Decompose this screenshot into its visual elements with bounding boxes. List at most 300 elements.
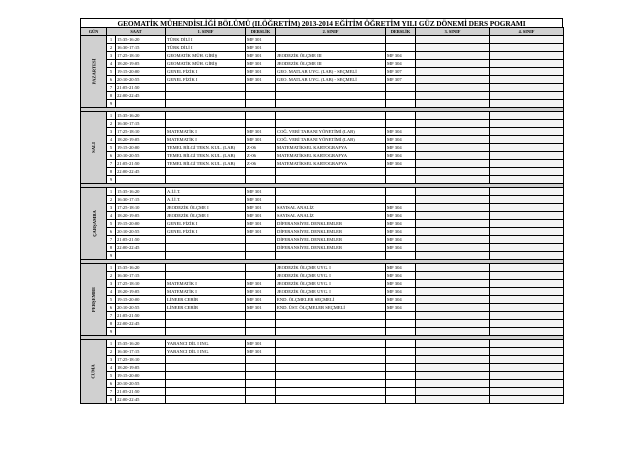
period-number: 1 [107, 112, 116, 120]
period-time: 17:25-18:10 [116, 356, 166, 364]
class-1-room: MF 301 [246, 220, 276, 228]
class-1-course: MATEMATİK I [166, 280, 246, 288]
period-number: 2 [107, 196, 116, 204]
class-2-course [276, 348, 386, 356]
class-2-course [276, 312, 386, 320]
table-row [81, 228, 564, 236]
table-row [81, 328, 564, 336]
class-1-room [246, 356, 276, 364]
period-time: 20:10-20:55 [116, 76, 166, 84]
table-row [81, 380, 564, 388]
period-number: 3 [107, 52, 116, 60]
class-2-course: DİFERANSİYEL DENKLEMLER [276, 244, 386, 252]
period-time: 20:10-20:55 [116, 152, 166, 160]
period-time: 18:20-19:05 [116, 136, 166, 144]
class-1-course [166, 168, 246, 176]
class-1-room: MF 301 [246, 52, 276, 60]
class-4-course [490, 36, 564, 44]
period-number: 6 [107, 304, 116, 312]
class-2-room [386, 312, 416, 320]
class-2-room [386, 340, 416, 348]
class-4-course [490, 340, 564, 348]
class-1-room [246, 176, 276, 184]
table-row [81, 100, 564, 108]
period-time: 19:15-20:00 [116, 372, 166, 380]
period-time: 15:35-16:20 [116, 36, 166, 44]
class-1-course [166, 244, 246, 252]
class-1-course [166, 252, 246, 260]
class-2-room [386, 44, 416, 52]
class-4-course [490, 348, 564, 356]
class-2-room [386, 380, 416, 388]
class-4-course [490, 168, 564, 176]
class-4-course [490, 264, 564, 272]
day-label-cell [81, 264, 107, 336]
class-2-room: MF 304 [386, 272, 416, 280]
table-row [81, 356, 564, 364]
class-3-course [416, 52, 490, 60]
class-2-room [386, 112, 416, 120]
class-1-room [246, 244, 276, 252]
day-label-cell [81, 112, 107, 184]
class-1-course [166, 100, 246, 108]
class-1-room: MF 301 [246, 44, 276, 52]
class-3-course [416, 120, 490, 128]
class-3-course [416, 144, 490, 152]
class-2-course [276, 44, 386, 52]
table-row [81, 60, 564, 68]
class-4-course [490, 84, 564, 92]
header-class-1: 1. SINIF [166, 28, 246, 36]
class-1-course [166, 388, 246, 396]
period-time: 16:30-17:15 [116, 348, 166, 356]
class-1-course: GENEL FİZİK I [166, 228, 246, 236]
class-1-room: MF 301 [246, 196, 276, 204]
period-time: 21:05-21:50 [116, 84, 166, 92]
period-number: 1 [107, 340, 116, 348]
class-2-course: MATEMATİKSEL KARTOGRAFYA [276, 160, 386, 168]
period-number: 8 [107, 320, 116, 328]
period-time: 22:00-22:45 [116, 244, 166, 252]
period-time: 21:05-21:50 [116, 388, 166, 396]
period-number: 1 [107, 36, 116, 44]
table-row [81, 364, 564, 372]
class-4-course [490, 100, 564, 108]
class-3-course [416, 176, 490, 184]
class-2-room [386, 168, 416, 176]
class-1-course: TEMEL BİLGİ TEKN. KUL. (LAB) [166, 160, 246, 168]
period-time: 22:00-22:45 [116, 168, 166, 176]
period-time: 17:25-18:10 [116, 128, 166, 136]
class-2-course: DİFERANSİYEL DENKLEMLER [276, 236, 386, 244]
schedule-body [81, 36, 564, 404]
class-1-course: GENEL FİZİK I [166, 76, 246, 84]
class-2-room [386, 328, 416, 336]
header-class-2: 2. SINIF [276, 28, 386, 36]
class-4-course [490, 68, 564, 76]
class-4-course [490, 52, 564, 60]
class-2-room: MF 304 [386, 236, 416, 244]
period-number: 7 [107, 236, 116, 244]
period-number: 7 [107, 312, 116, 320]
class-1-room: MF 301 [246, 68, 276, 76]
period-time: 18:20-19:05 [116, 60, 166, 68]
table-row [81, 168, 564, 176]
period-number: 2 [107, 44, 116, 52]
class-2-course: JEODEZİK ÖLÇME UYG. I [276, 264, 386, 272]
class-1-room: MF 301 [246, 76, 276, 84]
class-1-room [246, 264, 276, 272]
table-row [81, 52, 564, 60]
class-2-course: GEO. MATLAB UYG. (LAB) - SEÇMELİ [276, 68, 386, 76]
table-row [81, 92, 564, 100]
class-4-course [490, 388, 564, 396]
class-3-course [416, 272, 490, 280]
period-time: 21:05-21:50 [116, 312, 166, 320]
class-4-course [490, 280, 564, 288]
class-2-room: MF 304 [386, 160, 416, 168]
period-number: 4 [107, 136, 116, 144]
class-1-course [166, 396, 246, 404]
period-time [116, 176, 166, 184]
class-2-room [386, 100, 416, 108]
class-4-course [490, 144, 564, 152]
class-1-course: TÜRK DİLİ I [166, 36, 246, 44]
class-1-room [246, 320, 276, 328]
class-4-course [490, 44, 564, 52]
class-2-room [386, 388, 416, 396]
class-2-room [386, 196, 416, 204]
period-number: 4 [107, 364, 116, 372]
period-number: 3 [107, 280, 116, 288]
class-1-room [246, 168, 276, 176]
period-number: 6 [107, 152, 116, 160]
class-2-course [276, 120, 386, 128]
class-3-course [416, 380, 490, 388]
class-1-course: GENEL FİZİK I [166, 220, 246, 228]
class-2-course: JEODEZİK ÖLÇME UYG. I [276, 288, 386, 296]
class-4-course [490, 228, 564, 236]
class-1-course: A.İ.İ.T. [166, 188, 246, 196]
class-2-course: END. ÜST. ÖLÇMELER SEÇMELİ [276, 304, 386, 312]
class-1-course [166, 84, 246, 92]
period-time: 19:15-20:00 [116, 296, 166, 304]
class-3-course [416, 320, 490, 328]
class-2-course [276, 92, 386, 100]
class-2-room: MF 304 [386, 304, 416, 312]
class-2-course: COĞ. VERİ TABANI YÖNETİMİ (LAB) [276, 136, 386, 144]
class-1-room [246, 92, 276, 100]
class-4-course [490, 380, 564, 388]
class-2-course [276, 320, 386, 328]
class-3-course [416, 220, 490, 228]
period-number: 7 [107, 388, 116, 396]
period-number: 3 [107, 356, 116, 364]
table-row [81, 36, 564, 44]
class-1-course: YABANCI DİL I ING. [166, 340, 246, 348]
table-row [81, 212, 564, 220]
class-1-room: MF 301 [246, 136, 276, 144]
class-2-room: MF 304 [386, 128, 416, 136]
header-room-2: DERSLİK [386, 28, 416, 36]
class-2-room: MF 304 [386, 60, 416, 68]
class-1-room [246, 364, 276, 372]
period-number: 8 [107, 396, 116, 404]
class-4-course [490, 136, 564, 144]
class-1-room [246, 84, 276, 92]
class-2-room [386, 348, 416, 356]
period-number: 4 [107, 288, 116, 296]
class-4-course [490, 152, 564, 160]
class-4-course [490, 196, 564, 204]
class-2-course: DİFERANSİYEL DENKLEMLER [276, 228, 386, 236]
class-1-course: MATEMATİK I [166, 128, 246, 136]
class-2-room [386, 252, 416, 260]
table-row [81, 136, 564, 144]
table-row [81, 396, 564, 404]
class-2-room: MF 304 [386, 280, 416, 288]
period-time [116, 252, 166, 260]
class-3-course [416, 44, 490, 52]
table-row [81, 188, 564, 196]
table-row [81, 176, 564, 184]
header-day: GÜN [81, 28, 107, 36]
class-1-room [246, 120, 276, 128]
class-1-course [166, 176, 246, 184]
class-1-room: Z-06 [246, 152, 276, 160]
class-3-course [416, 36, 490, 44]
class-2-room: MF 307 [386, 68, 416, 76]
period-number: 7 [107, 160, 116, 168]
class-2-course: SAYISAL ANALİZ [276, 204, 386, 212]
class-3-course [416, 328, 490, 336]
class-2-course [276, 388, 386, 396]
class-3-course [416, 244, 490, 252]
class-4-course [490, 244, 564, 252]
class-4-course [490, 288, 564, 296]
class-3-course [416, 76, 490, 84]
period-time: 18:20-19:05 [116, 288, 166, 296]
class-1-course: TEMEL BİLGİ TEKN. KUL. (LAB) [166, 144, 246, 152]
period-time: 20:10-20:55 [116, 380, 166, 388]
header-time: SAAT [107, 28, 166, 36]
class-1-room [246, 328, 276, 336]
period-time: 16:30-17:15 [116, 120, 166, 128]
class-2-room [386, 364, 416, 372]
class-3-course [416, 264, 490, 272]
class-2-room [386, 356, 416, 364]
class-1-room: MF 301 [246, 36, 276, 44]
table-row [81, 196, 564, 204]
class-2-course [276, 168, 386, 176]
class-1-course: JEODEZİK ÖLÇME I [166, 212, 246, 220]
class-3-course [416, 280, 490, 288]
period-number: 4 [107, 60, 116, 68]
class-1-course: TEMEL BİLGİ TEKN. KUL. (LAB) [166, 152, 246, 160]
class-3-course [416, 100, 490, 108]
class-2-room: MF 304 [386, 220, 416, 228]
class-1-course [166, 380, 246, 388]
class-4-course [490, 128, 564, 136]
table-row [81, 304, 564, 312]
class-2-room [386, 84, 416, 92]
class-2-room: MF 307 [386, 76, 416, 84]
class-4-course [490, 60, 564, 68]
class-2-room: MF 304 [386, 212, 416, 220]
class-2-room: MF 304 [386, 244, 416, 252]
class-4-course [490, 364, 564, 372]
table-row [81, 312, 564, 320]
period-time [116, 328, 166, 336]
class-1-room: MF 301 [246, 304, 276, 312]
period-time: 20:10-20:55 [116, 228, 166, 236]
period-time: 16:30-17:15 [116, 272, 166, 280]
period-number: 5 [107, 220, 116, 228]
class-3-course [416, 348, 490, 356]
class-1-course: GEOMATİK MÜH. GİRİŞ [166, 60, 246, 68]
class-2-room: MF 304 [386, 288, 416, 296]
class-3-course [416, 136, 490, 144]
class-3-course [416, 372, 490, 380]
table-row [81, 204, 564, 212]
class-1-course [166, 92, 246, 100]
class-3-course [416, 84, 490, 92]
class-1-course [166, 272, 246, 280]
table-row [81, 296, 564, 304]
period-time: 15:35-16:20 [116, 112, 166, 120]
class-1-room: MF 301 [246, 340, 276, 348]
class-2-course: JEODEZİK ÖLÇME UYG. I [276, 280, 386, 288]
class-3-course [416, 68, 490, 76]
class-2-course [276, 380, 386, 388]
period-number: 6 [107, 228, 116, 236]
class-1-room [246, 236, 276, 244]
period-time: 22:00-22:45 [116, 92, 166, 100]
class-2-course: JEODEZİK ÖLÇME III [276, 60, 386, 68]
period-time: 15:35-16:20 [116, 188, 166, 196]
class-2-course: END. ÖLÇMELER SEÇMELİ [276, 296, 386, 304]
class-1-course: LİNEER CEBİR [166, 296, 246, 304]
table-row [81, 68, 564, 76]
class-1-course: YABANCI DİL I ING. [166, 348, 246, 356]
class-2-room: MF 304 [386, 296, 416, 304]
schedule-sheet [80, 18, 563, 404]
class-1-course [166, 264, 246, 272]
table-row [81, 264, 564, 272]
table-row [81, 252, 564, 260]
class-2-course [276, 100, 386, 108]
class-1-course [166, 320, 246, 328]
class-3-course [416, 340, 490, 348]
class-4-course [490, 252, 564, 260]
period-number: 7 [107, 84, 116, 92]
table-row [81, 388, 564, 396]
period-number: 9 [107, 176, 116, 184]
period-number: 8 [107, 168, 116, 176]
class-1-course: GENEL FİZİK I [166, 68, 246, 76]
period-time: 22:00-22:45 [116, 396, 166, 404]
table-row [81, 280, 564, 288]
class-3-course [416, 236, 490, 244]
class-3-course [416, 160, 490, 168]
class-2-course: JEODEZİK ÖLÇME UYG. I [276, 272, 386, 280]
period-number: 3 [107, 128, 116, 136]
table-row [81, 152, 564, 160]
class-1-course [166, 372, 246, 380]
table-row [81, 244, 564, 252]
period-time: 20:10-20:55 [116, 304, 166, 312]
class-1-room: Z-06 [246, 144, 276, 152]
table-row [81, 372, 564, 380]
class-4-course [490, 304, 564, 312]
class-2-room [386, 396, 416, 404]
class-4-course [490, 236, 564, 244]
class-2-room [386, 188, 416, 196]
class-1-room: MF 301 [246, 128, 276, 136]
class-3-course [416, 168, 490, 176]
class-1-course [166, 236, 246, 244]
table-row [81, 272, 564, 280]
period-number: 1 [107, 264, 116, 272]
class-2-course [276, 84, 386, 92]
table-row [81, 320, 564, 328]
class-1-room: MF 301 [246, 288, 276, 296]
class-4-course [490, 92, 564, 100]
class-1-room [246, 372, 276, 380]
class-2-room [386, 120, 416, 128]
header-class-3: 3. SINIF [416, 28, 490, 36]
class-1-room [246, 100, 276, 108]
period-number: 3 [107, 204, 116, 212]
period-time: 15:35-16:20 [116, 264, 166, 272]
class-3-course [416, 396, 490, 404]
period-time [116, 100, 166, 108]
class-1-course [166, 364, 246, 372]
class-3-course [416, 204, 490, 212]
day-label: PERŞEMBE [91, 286, 97, 313]
period-number: 6 [107, 380, 116, 388]
table-row [81, 44, 564, 52]
class-3-course [416, 196, 490, 204]
period-number: 9 [107, 252, 116, 260]
period-number: 5 [107, 296, 116, 304]
period-number: 9 [107, 100, 116, 108]
table-row [81, 288, 564, 296]
class-2-course [276, 396, 386, 404]
table-row [81, 160, 564, 168]
class-1-room: MF 301 [246, 60, 276, 68]
class-2-course: SAYISAL ANALİZ [276, 212, 386, 220]
table-row [81, 144, 564, 152]
table-row [81, 348, 564, 356]
day-label-cell [81, 340, 107, 404]
header-class-4: 4. SINIF [490, 28, 564, 36]
class-4-course [490, 120, 564, 128]
class-3-course [416, 152, 490, 160]
class-4-course [490, 212, 564, 220]
table-row [81, 236, 564, 244]
class-1-room: Z-06 [246, 160, 276, 168]
class-2-room [386, 92, 416, 100]
day-label: ÇARŞAMBA [91, 210, 97, 237]
page-title: GEOMATİK MÜHENDİSLİĞİ BÖLÜMÜ (II.ÖĞRETİM) 2013-2014 EĞİTİM ÖĞRETİM YILI GÜZ DÖNEMİ DERS POGRAMI [80, 18, 563, 27]
class-1-course: GEOMATİK MÜH. GİRİŞ [166, 52, 246, 60]
class-1-room [246, 380, 276, 388]
period-time: 22:00-22:45 [116, 320, 166, 328]
class-1-room: MF 301 [246, 204, 276, 212]
class-2-room: MF 304 [386, 228, 416, 236]
class-2-course [276, 188, 386, 196]
